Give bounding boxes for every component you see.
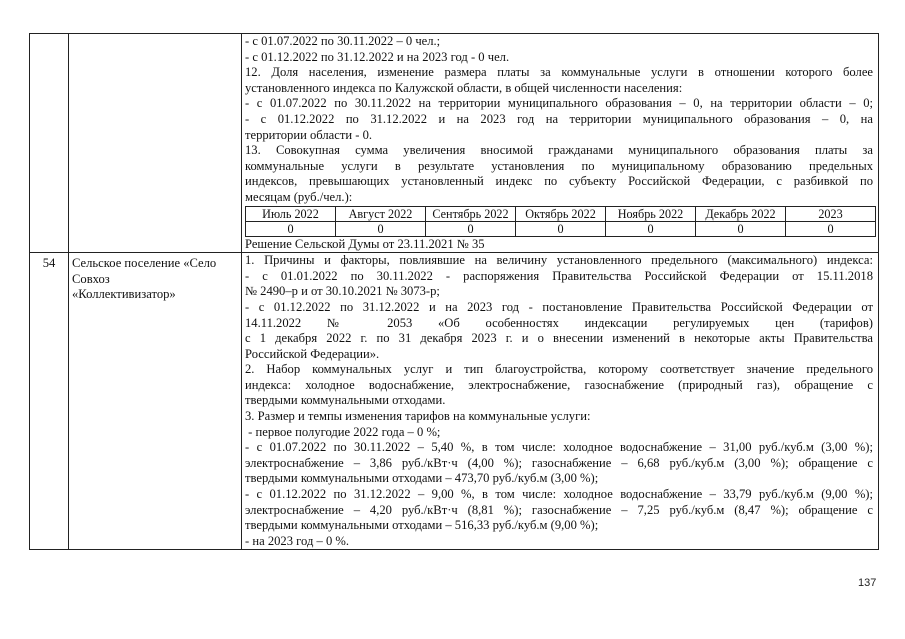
text-line: 14.11.2022 № 2053 «Об особенностях индексации регулируемых цен (тарифов) — [245, 315, 873, 330]
text-line: 3. Размер и темпы изменения тарифов на коммунальные услуги: — [245, 409, 591, 424]
month-value: 0 — [696, 221, 786, 236]
organization-cell — [69, 34, 242, 253]
text-line: электроснабжение – 4,20 руб./кВт·ч (8,81 %); газоснабжение – 7,25 руб./куб.м (8,47 %); обращение с — [245, 502, 873, 517]
description-cell — [242, 253, 879, 550]
text-line: - с 01.12.2022 по 31.12.2022 – 9,00 %, в том числе: холодное водоснабжение – 33,79 руб./куб.м (9,00 %); — [245, 487, 873, 502]
text-line: - первое полугодие 2022 года – 0 %; — [245, 424, 441, 439]
month-header: Ноябрь 2022 — [606, 206, 696, 221]
month-value: 0 — [246, 221, 336, 236]
month-value: 0 — [786, 221, 876, 236]
text-line: - с 01.07.2022 по 30.11.2022 на территории муниципального образования – 0, на территории области – 0; — [245, 96, 873, 111]
text-line: твердыми коммунальными отходами – 473,70 руб./куб.м (3,00 %); — [245, 471, 599, 486]
month-value: 0 — [426, 221, 516, 236]
monthly-sum-table — [245, 206, 876, 237]
text-line: коммунальные услуги в результате установления по муниципальному образованию предельных — [245, 158, 873, 173]
months-header-row — [246, 206, 876, 221]
text-line: индексов, превышающих установленный индекс по субъекту Российской Федерации, с разбивкой по — [245, 174, 873, 189]
text-line: - с 01.12.2022 по 31.12.2022 и на 2023 год - постановление Правительства Российской Федерации от — [245, 299, 873, 314]
text-line: индекса: холодное водоснабжение, электроснабжение, газоснабжение (природный газ), обращение с — [245, 377, 873, 392]
decision-reference: Решение Сельской Думы от 23.11.2021 № 35 — [245, 236, 485, 251]
text-line: - с 01.07.2022 по 30.11.2022 – 0 чел.; — [245, 34, 441, 48]
text-line: месяцам (руб./чел.): — [245, 189, 353, 204]
month-value: 0 — [516, 221, 606, 236]
month-header: Октябрь 2022 — [516, 206, 606, 221]
text-line: - с 01.07.2022 по 30.11.2022 – 5,40 %, в том числе: холодное водоснабжение – 31,00 руб./куб.м (3,00 %); — [245, 440, 873, 455]
month-header: Июль 2022 — [246, 206, 336, 221]
text-line: твердыми коммунальными отходами – 516,33 руб./куб.м (9,00 %); — [245, 518, 599, 533]
text-line: - с 01.01.2022 по 30.11.2022 - распоряжения Правительства Российской Федерации от 15.11.2018 — [245, 268, 873, 283]
table-row — [30, 34, 879, 253]
table-row — [30, 253, 879, 550]
text-line: электроснабжение – 3,86 руб./кВт·ч (4,00 %); газоснабжение – 6,68 руб./куб.м (3,00 %); обращение с — [245, 455, 873, 470]
text-line: 1. Причины и факторы, повлиявшие на величину установленного предельного (максимального) индекса: — [245, 253, 873, 268]
organization-cell — [69, 253, 242, 550]
organization-name-line: «Коллективизатор» — [72, 287, 176, 302]
text-line: - с 01.12.2022 по 31.12.2022 и на 2023 год - 0 чел. — [245, 49, 510, 64]
month-value: 0 — [606, 221, 696, 236]
text-line: 12. Доля населения, изменение размера платы за коммунальные услуги в отношении которого более — [245, 65, 873, 80]
organization-name-line: Сельское поселение «Село — [72, 256, 217, 271]
text-line: - с 01.12.2022 по 31.12.2022 и на 2023 год на территории муниципального образования – 0, на — [245, 111, 873, 126]
month-value: 0 — [336, 221, 426, 236]
row-number-cell — [30, 34, 69, 253]
text-line: Российской Федерации». — [245, 346, 380, 361]
months-value-row — [246, 221, 876, 236]
row-number-cell: 54 — [30, 253, 69, 550]
text-line: с 1 декабря 2022 г. по 31 декабря 2023 г. и о внесении изменений в некоторые акты Правительства — [245, 331, 873, 346]
tariff-table — [29, 33, 879, 550]
organization-name-line: Совхоз — [72, 271, 110, 286]
page-number: 137 — [858, 577, 877, 589]
month-header: Сентябрь 2022 — [426, 206, 516, 221]
text-line: твердыми коммунальными отходами. — [245, 393, 446, 408]
text-line: 2. Набор коммунальных услуг и тип благоустройства, которому соответствует значение предельного — [245, 362, 873, 377]
text-line: № 2490–р и от 30.10.2021 № 3073-р; — [245, 284, 440, 299]
text-line: территории области - 0. — [245, 127, 373, 142]
month-header: 2023 — [786, 206, 876, 221]
text-line: установленного индекса по Калужской области, в общей численности населения: — [245, 80, 683, 95]
month-header: Август 2022 — [336, 206, 426, 221]
text-line: - на 2023 год – 0 %. — [245, 533, 350, 548]
description-cell — [242, 34, 879, 253]
month-header: Декабрь 2022 — [696, 206, 786, 221]
text-line: 13. Совокупная сумма увеличения вносимой гражданами муниципального образования платы за — [245, 143, 873, 158]
